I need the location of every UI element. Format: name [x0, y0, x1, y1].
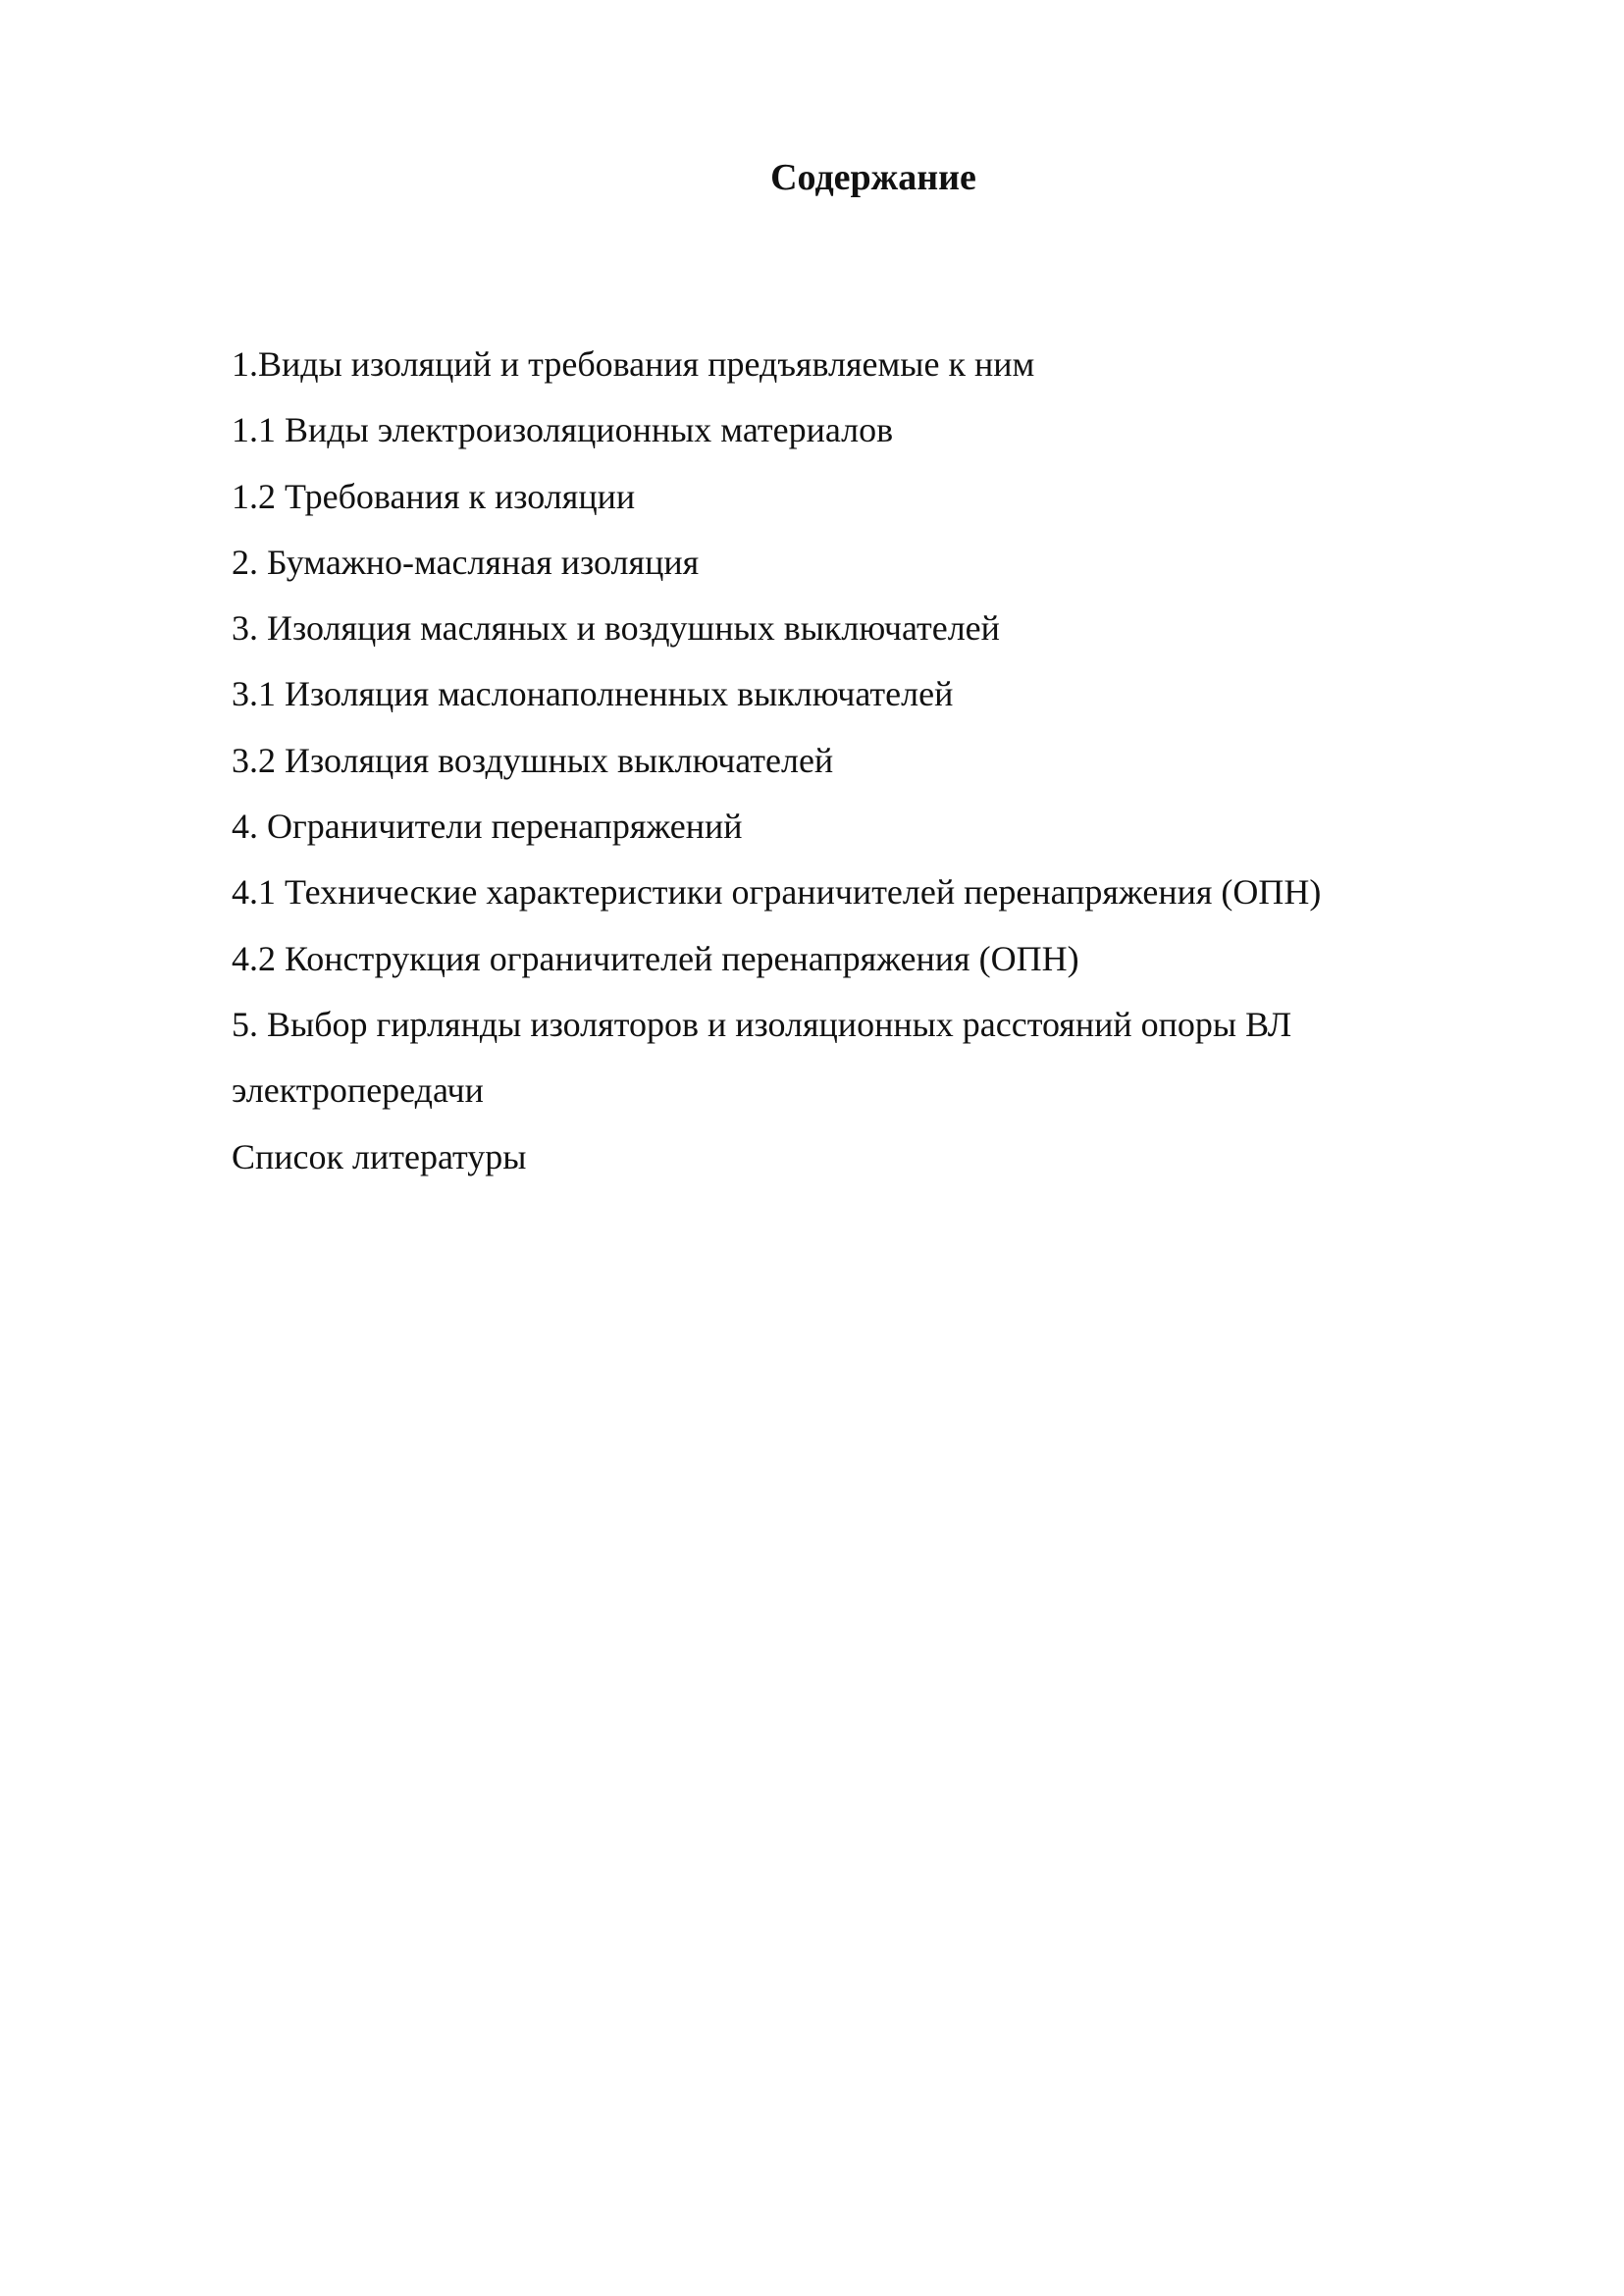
toc-line-3: 3. Изоляция масляных и воздушных выключателей — [232, 608, 1000, 649]
toc-line-4-1: 4.1 Технические характеристики ограничителей перенапряжения (ОПН) — [232, 872, 1322, 913]
toc-line-4: 4. Ограничители перенапряжений — [232, 807, 743, 847]
toc-line-3-1: 3.1 Изоляция маслонаполненных выключателей — [232, 674, 954, 714]
toc-line-3-2: 3.2 Изоляция воздушных выключателей — [232, 740, 834, 780]
toc-line-5: 5. Выбор гирлянды изоляторов и изоляционных расстояний опоры ВЛ — [232, 1004, 1292, 1044]
toc-line-1-1: 1.1 Виды электроизоляционных материалов — [232, 410, 894, 450]
toc-line-4-2: 4.2 Конструкция ограничителей перенапряжения (ОПН) — [232, 938, 1079, 978]
page-title: Содержание — [770, 157, 976, 198]
toc-line-2: 2. Бумажно-масляная изоляция — [232, 542, 700, 582]
toc-line-references: Список литературы — [232, 1136, 527, 1176]
table-of-contents — [232, 332, 1468, 1190]
toc-line-5-continuation: электропередачи — [232, 1070, 484, 1111]
toc-line-1: 1.Виды изоляций и требования предъявляемые к ним — [232, 344, 1035, 384]
toc-line-1-2: 1.2 Требования к изоляции — [232, 476, 636, 516]
